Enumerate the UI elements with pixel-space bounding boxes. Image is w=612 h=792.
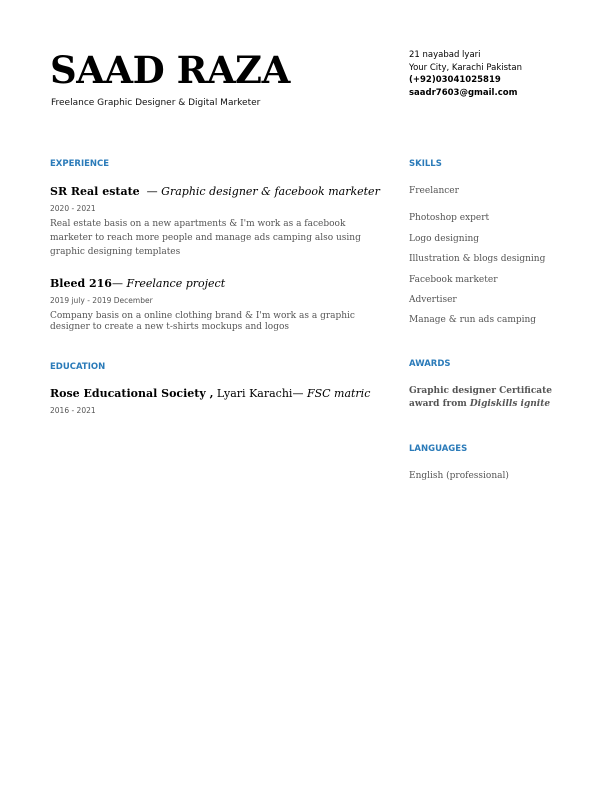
- skill-item: Logo designing: [409, 234, 480, 244]
- award-line-2: [409, 398, 552, 411]
- contact-block: [409, 49, 522, 99]
- job-title-1: [50, 185, 380, 199]
- job-description-2: Company basis on a online clothing brand & I'm work as a graphic designer to create a new t-shirts mockups and logos: [50, 311, 355, 332]
- skill-item: Photoshop expert: [409, 213, 490, 223]
- education-dates: 2016 - 2021: [50, 406, 96, 415]
- education-org: Rose Educational Society ,: [50, 387, 214, 400]
- email-address: saadr7603@gmail.com: [409, 87, 518, 98]
- skill-item: Manage & run ads camping: [409, 315, 537, 325]
- education-separator: —: [292, 387, 307, 400]
- job-org: SR Real estate: [50, 185, 140, 198]
- education-degree: FSC matric: [306, 387, 371, 400]
- award-entry: [409, 385, 552, 411]
- job-description-1: Real estate basis on a new apartments & I'm work as a facebook marketer to reach more people and manage ads camping also using graphic designing templates: [50, 219, 361, 257]
- job-org: Bleed 216: [50, 277, 112, 290]
- experience-heading: EXPERIENCE: [50, 159, 110, 169]
- skill-item: Illustration & blogs designing: [409, 254, 546, 264]
- award-prefix: award from: [409, 399, 470, 409]
- job-role: Graphic designer & facebook marketer: [161, 185, 380, 198]
- candidate-tagline: Freelance Graphic Designer & Digital Marketer: [51, 98, 261, 108]
- address-line-2: Your City, Karachi Pakistan: [409, 62, 522, 73]
- education-title: [50, 387, 370, 401]
- job-dates-1: 2020 - 2021: [50, 204, 96, 213]
- job-dates-2: 2019 july - 2019 December: [50, 296, 153, 305]
- awards-heading: AWARDS: [409, 359, 451, 369]
- job-separator: —: [111, 277, 127, 290]
- address-line-1: 21 nayabad lyari: [409, 50, 481, 60]
- skill-item: Freelancer: [409, 186, 459, 196]
- education-location: Lyari Karachi: [213, 387, 293, 400]
- award-issuer: Digiskills ignite: [469, 399, 551, 409]
- job-role: Freelance project: [126, 277, 226, 290]
- phone-number: (+92)03041025819: [409, 75, 501, 86]
- skills-heading: SKILLS: [409, 159, 442, 169]
- job-title-2: [50, 277, 225, 291]
- candidate-name: SAAD RAZA: [50, 48, 290, 92]
- skill-item: Facebook marketer: [409, 275, 498, 285]
- language-item: English (professional): [409, 471, 509, 481]
- job-separator: —: [139, 185, 162, 198]
- award-line-1: Graphic designer Certificate: [409, 386, 553, 396]
- education-heading: EDUCATION: [50, 362, 106, 372]
- languages-heading: LANGUAGES: [409, 444, 468, 454]
- skill-item: Advertiser: [409, 295, 457, 305]
